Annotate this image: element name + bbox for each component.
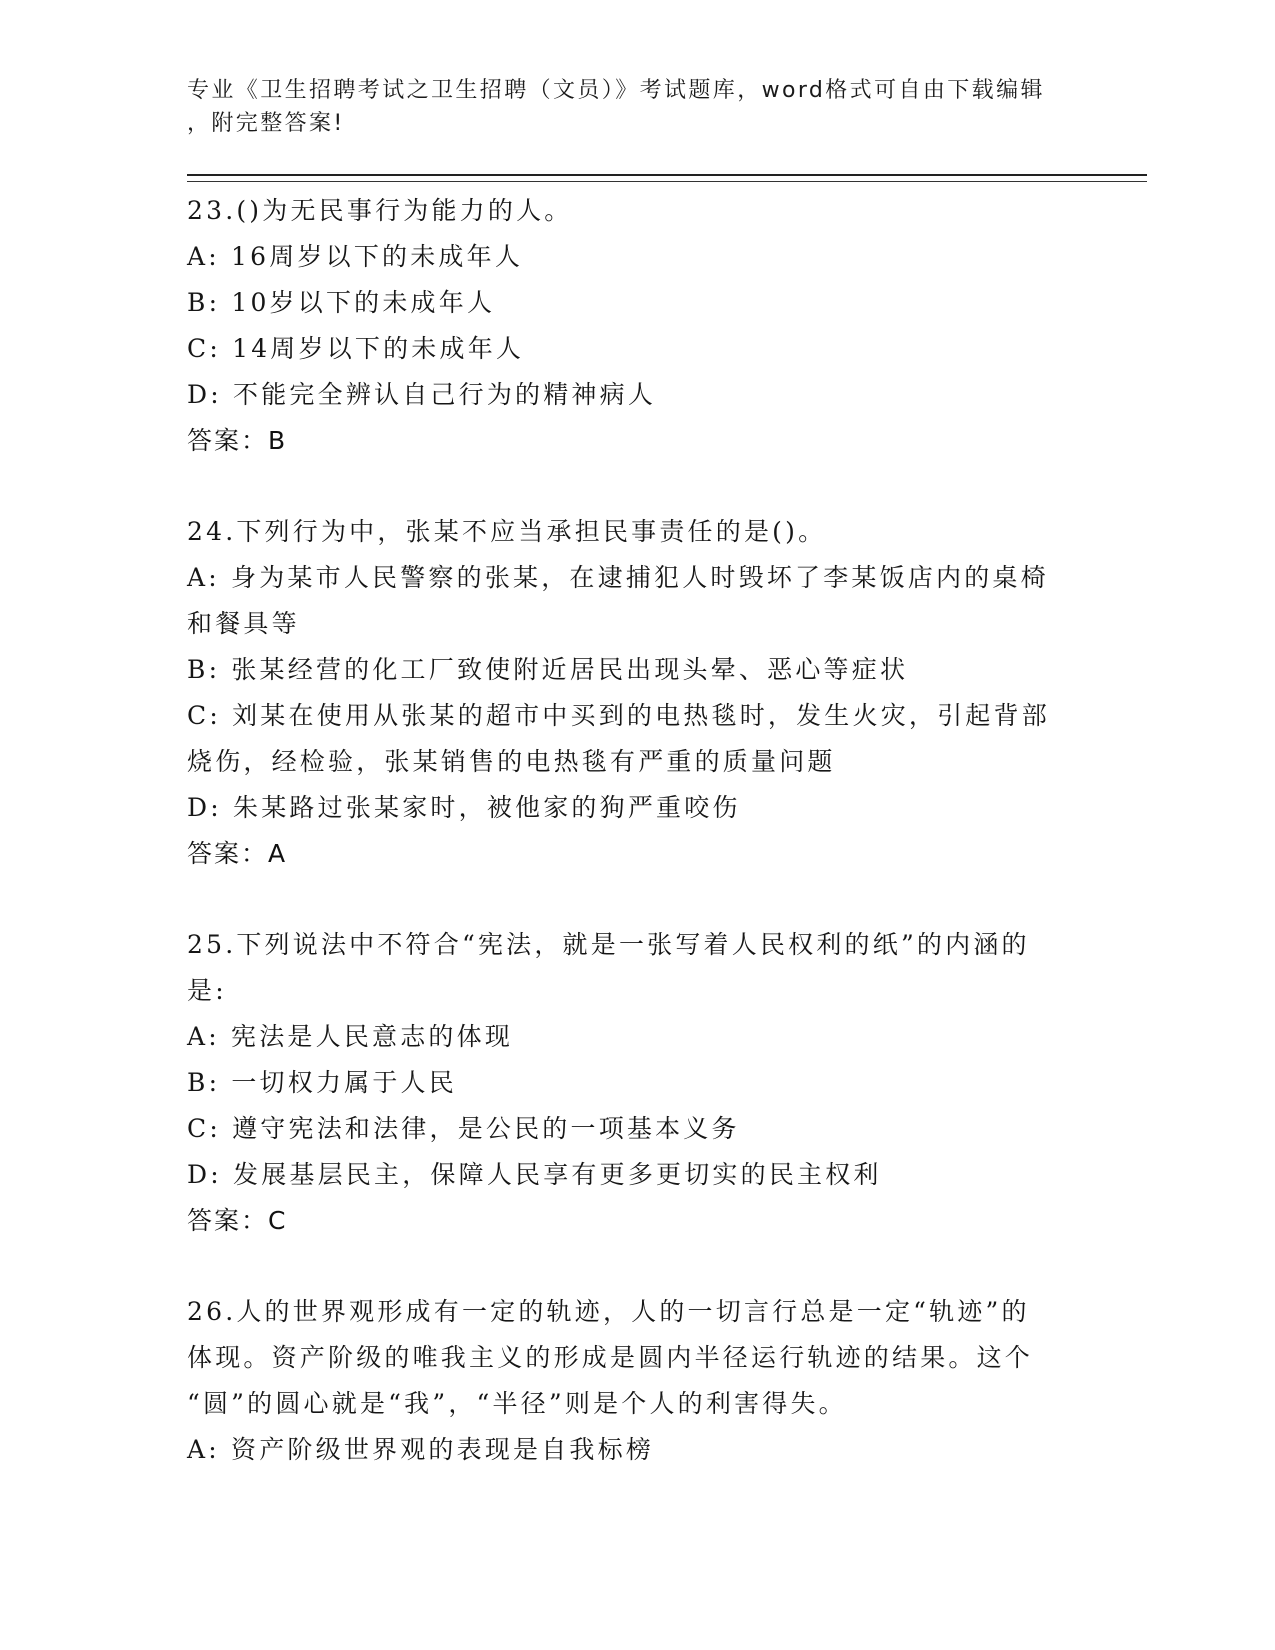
option-c: C: 刘某在使用从张某的超市中买到的电热毯时，发生火灾，引起背部 [187, 701, 1050, 730]
header-line-1: 专业《卫生招聘考试之卫生招聘（文员）》考试题库，word格式可自由下载编辑 [187, 78, 1045, 103]
answer: 答案：B [187, 426, 288, 455]
header-divider-thick [187, 174, 1147, 176]
header-divider-thin [187, 181, 1147, 182]
question-stem: 24.下列行为中，张某不应当承担民事责任的是()。 [187, 517, 827, 546]
option-a: A: 16周岁以下的未成年人 [187, 242, 524, 271]
option-a: A: 宪法是人民意志的体现 [187, 1022, 514, 1051]
option-c: C: 14周岁以下的未成年人 [187, 334, 525, 363]
option-a: A: 资产阶级世界观的表现是自我标榜 [187, 1435, 655, 1464]
option-c-continuation: 烧伤，经检验，张某销售的电热毯有严重的质量问题 [187, 747, 836, 776]
option-c: C: 遵守宪法和法律，是公民的一项基本义务 [187, 1114, 740, 1143]
question-25 [187, 922, 1067, 1244]
option-b: B: 10岁以下的未成年人 [187, 288, 496, 317]
option-d: D: 不能完全辨认自己行为的精神病人 [187, 380, 657, 409]
document-header [187, 74, 1087, 140]
option-a: A: 身为某市人民警察的张某，在逮捕犯人时毁坏了李某饭店内的桌椅 [187, 563, 1049, 592]
question-24 [187, 509, 1067, 877]
header-line-2: ，附完整答案! [187, 111, 345, 136]
option-b: B: 张某经营的化工厂致使附近居民出现头晕、恶心等症状 [187, 655, 909, 684]
answer: 答案：C [187, 1206, 288, 1235]
option-d: D: 发展基层民主，保障人民享有更多更切实的民主权利 [187, 1160, 882, 1189]
answer: 答案：A [187, 839, 288, 868]
option-b: B: 一切权力属于人民 [187, 1068, 457, 1097]
question-stem: 25.下列说法中不符合“宪法，就是一张写着人民权利的纸”的内涵的 [187, 930, 1030, 959]
question-stem: 26.人的世界观形成有一定的轨迹，人的一切言行总是一定“轨迹”的 [187, 1297, 1030, 1326]
option-a-continuation: 和餐具等 [187, 609, 300, 638]
question-stem: 23.()为无民事行为能力的人。 [187, 196, 573, 225]
question-stem-continuation: 体现。资产阶级的唯我主义的形成是圆内半径运行轨迹的结果。这个 [187, 1343, 1034, 1372]
question-stem-continuation: 是: [187, 976, 227, 1005]
question-26 [187, 1289, 1067, 1473]
question-stem-continuation: “圆”的圆心就是“我”，“半径”则是个人的利害得失。 [187, 1389, 847, 1418]
option-d: D: 朱某路过张某家时，被他家的狗严重咬伤 [187, 793, 741, 822]
question-list [187, 188, 1067, 1518]
question-23 [187, 188, 1067, 464]
